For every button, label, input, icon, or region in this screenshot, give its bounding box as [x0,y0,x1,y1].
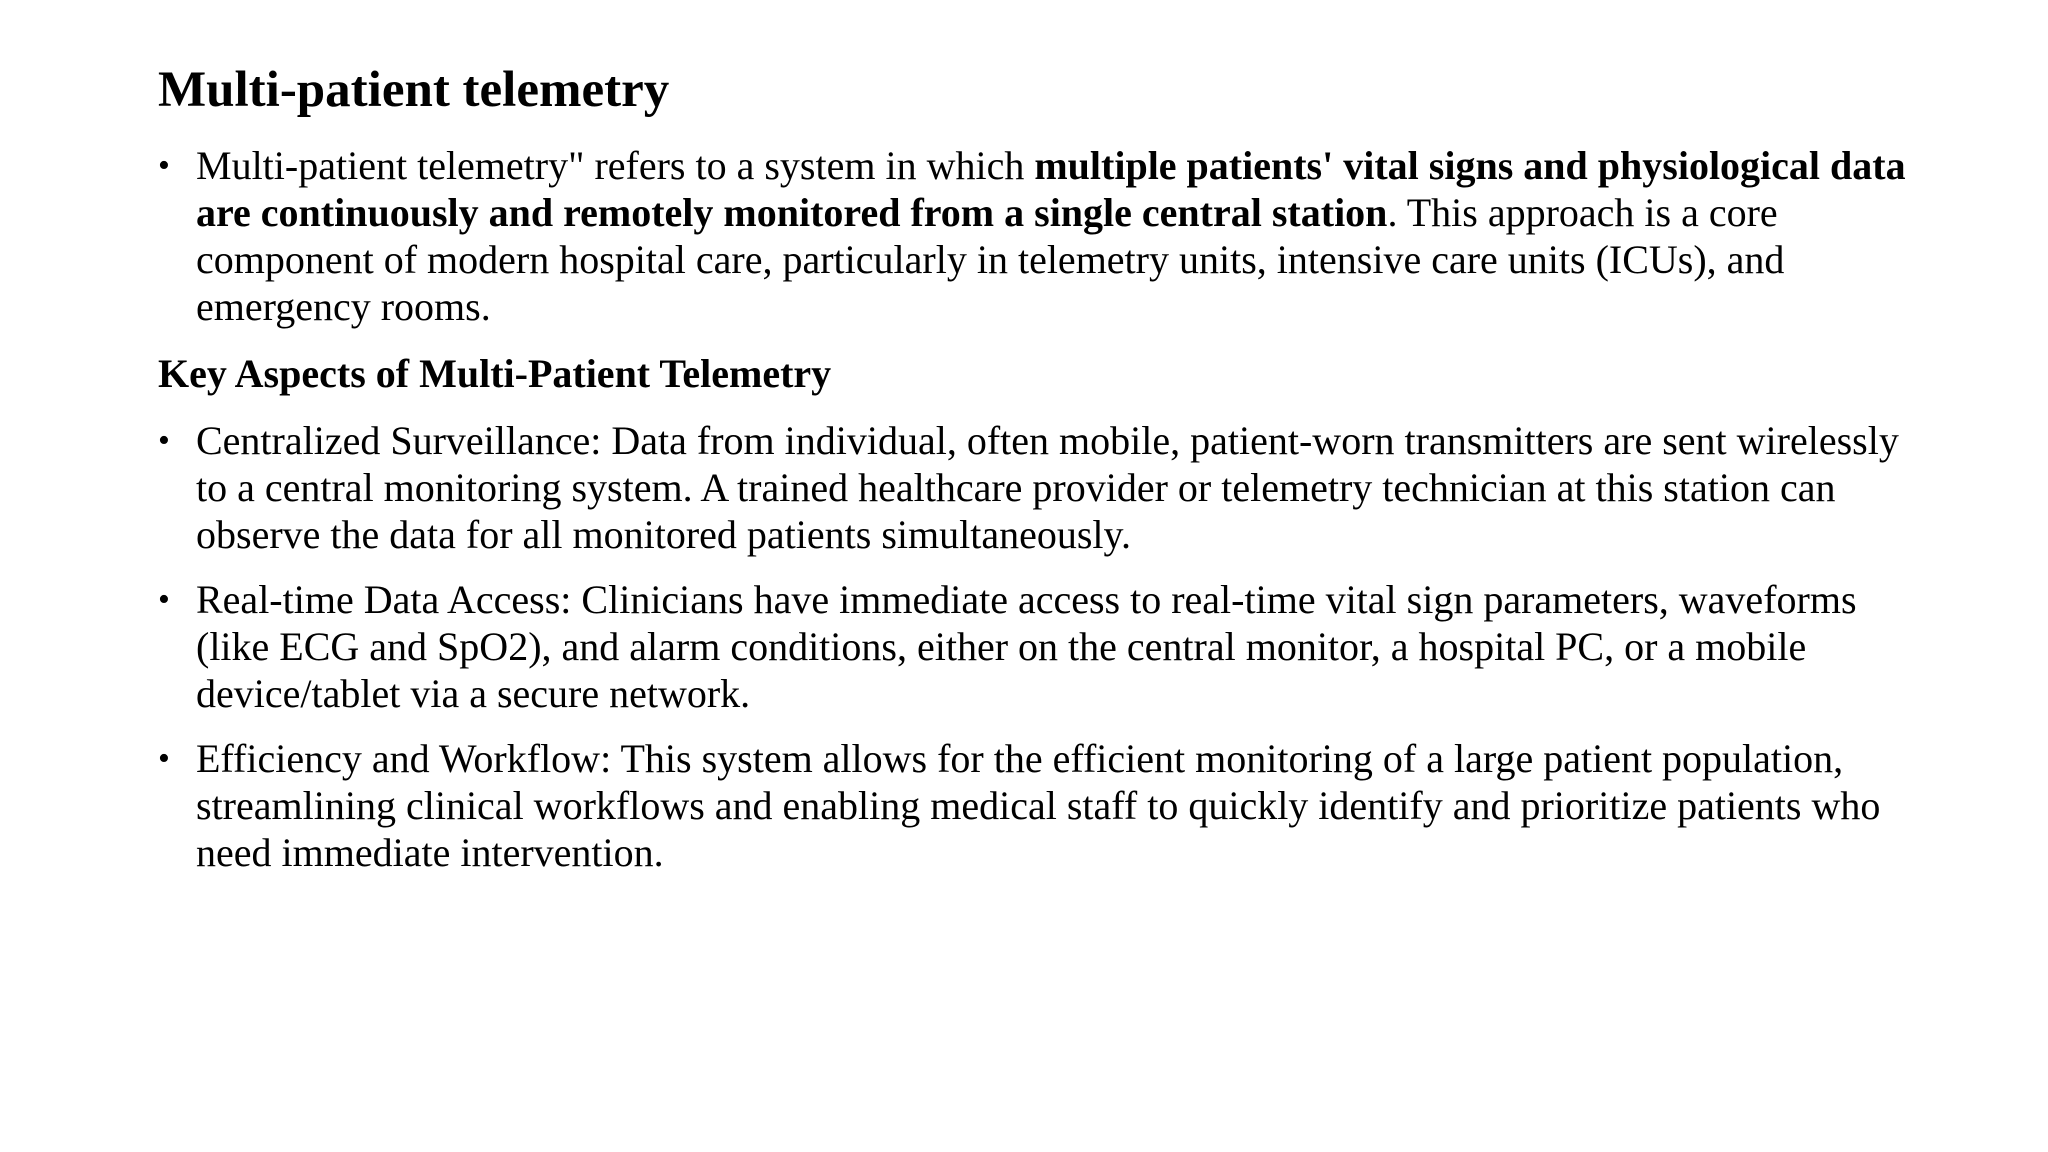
bullet-icon: • [158,147,170,184]
aspect-item-efficiency-and-workflow [158,735,1918,876]
aspect-text: Real-time Data Access: Clinicians have immediate access to real-time vital sign parameters, waveforms (like ECG and SpO2), and alarm conditions, either on the central monitor, a hospital PC, or a mobile device/tablet via a secure network. [196,577,1857,716]
bullet-icon: • [158,422,170,459]
section-subheading: Key Aspects of Multi-Patient Telemetry [158,351,832,396]
aspect-text: Centralized Surveillance: Data from individual, often mobile, patient-worn transmitters are sent wirelessly to a central monitoring system. A trained healthcare provider or telemetry technician at this station can observe the data for all monitored patients simultaneously. [196,418,1899,557]
aspect-item-real-time-data-access [158,576,1918,717]
bullet-icon: • [158,740,170,777]
intro-list [158,142,1918,330]
bullet-icon: • [158,581,170,618]
intro-text-bold: multiple patients' vital signs and physiological data are continuously and remotely monitored from a single central station [196,143,1906,235]
aspect-text: Efficiency and Workflow: This system allows for the efficient monitoring of a large patient population, streamlining clinical workflows and enabling medical staff to quickly identify and prioritize patients who need immediate intervention. [196,736,1881,875]
aspect-item-centralized-surveillance [158,417,1918,558]
slide-title: Multi-patient telemetry [158,62,670,118]
intro-bullet [158,142,1918,330]
slide-content [158,60,1918,894]
intro-text-suffix: . This approach is a core component of modern hospital care, particularly in telemetry units, intensive care units (ICUs), and emergency rooms. [196,190,1785,329]
intro-text-prefix: Multi-patient telemetry" refers to a system in which [196,143,1035,188]
aspects-list [158,417,1918,876]
